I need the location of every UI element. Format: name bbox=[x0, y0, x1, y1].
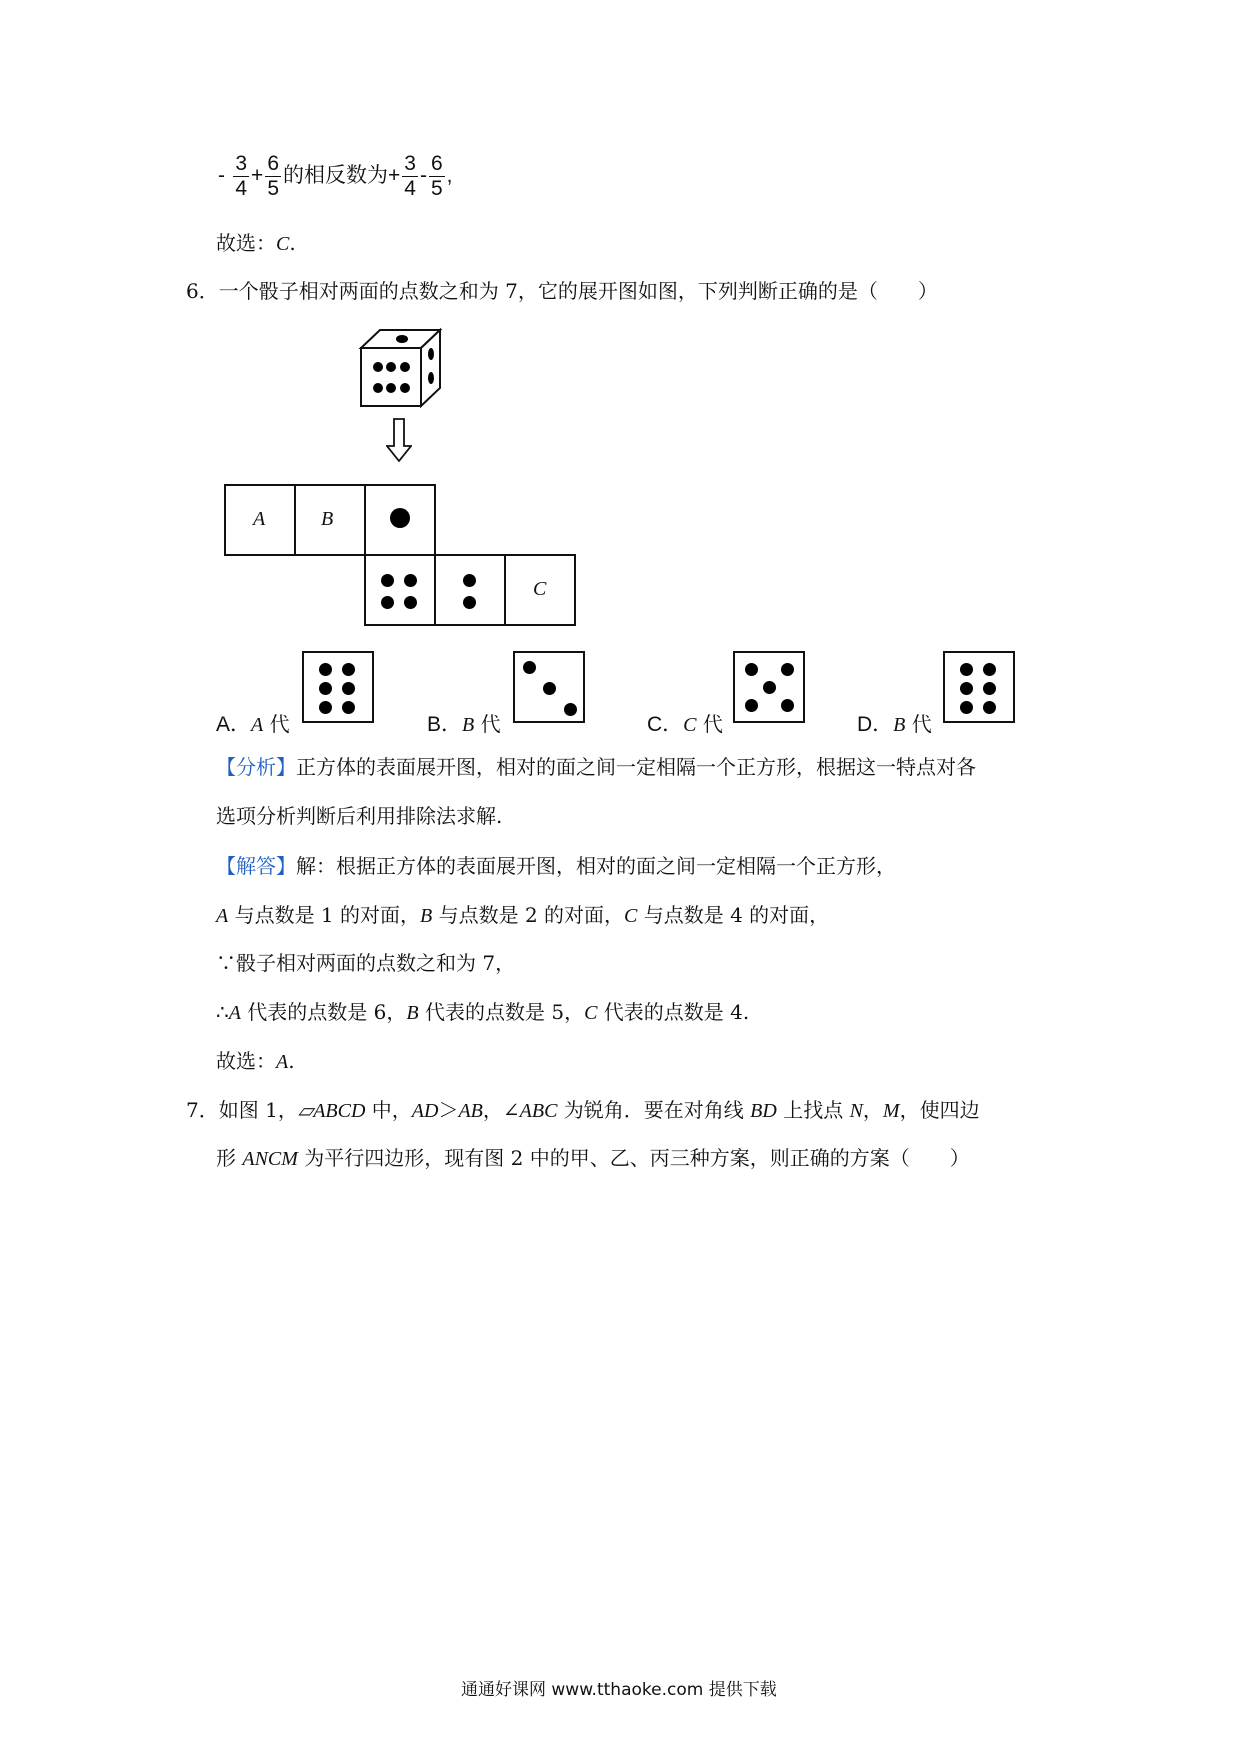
pip bbox=[319, 701, 332, 714]
net-cell-c: C bbox=[504, 554, 576, 626]
q5-mid-text: 的相反数为+ bbox=[283, 164, 401, 187]
page-footer: 通通好课网 www.tthaoke.com 提供下载 bbox=[461, 1680, 777, 1700]
die-3d-figure bbox=[358, 326, 458, 408]
option-c-label: C．C 代 bbox=[647, 712, 723, 736]
pip bbox=[781, 699, 794, 712]
net-cell-two bbox=[434, 554, 506, 626]
pip bbox=[342, 701, 355, 714]
q5-end: , bbox=[446, 164, 453, 187]
pip bbox=[404, 596, 417, 609]
pip bbox=[745, 699, 758, 712]
solution-line-1: 【解答】解：根据正方体的表面展开图，相对的面之间一定相隔一个正方形， bbox=[216, 854, 896, 878]
q5-fraction-1: $\frac{3}{4}$ bbox=[235, 152, 248, 200]
q7-line-1: 7．如图 1，▱ABCD 中，AD＞AB，∠ABC 为锐角．要在对角线 BD 上找点 N，M，使四边 bbox=[186, 1098, 980, 1122]
pip bbox=[564, 703, 577, 716]
option-d-label: D．B 代 bbox=[857, 712, 932, 736]
q7-line-2: 形 ANCM 为平行四边形，现有图 2 中的甲、乙、丙三种方案，则正确的方案（ ） bbox=[216, 1146, 970, 1170]
die-front-pip bbox=[400, 362, 410, 372]
solution-tag: 【解答】 bbox=[216, 854, 296, 878]
die-front-pip bbox=[386, 362, 396, 372]
net-cell-a: A bbox=[224, 484, 296, 556]
pip bbox=[745, 663, 758, 676]
q6-answer: 故选：A. bbox=[216, 1049, 295, 1073]
pip bbox=[390, 508, 410, 528]
die-side-pip bbox=[428, 348, 434, 360]
pip bbox=[319, 663, 332, 676]
pip bbox=[319, 682, 332, 695]
pip bbox=[381, 596, 394, 609]
solution-line-3: ∵骰子相对两面的点数之和为 7， bbox=[216, 951, 516, 975]
q5-neg-sign: - bbox=[218, 164, 225, 187]
option-b-face-three bbox=[513, 651, 585, 723]
analysis-line-1: 【分析】正方体的表面展开图，相对的面之间一定相隔一个正方形，根据这一特点对各 bbox=[216, 755, 976, 779]
q6-stem-text: 一个骰子相对两面的点数之和为 7，它的展开图如图，下列判断正确的是（ ） bbox=[218, 279, 938, 303]
die-front-pip bbox=[400, 383, 410, 393]
pip bbox=[960, 682, 973, 695]
die-front-pip bbox=[386, 383, 396, 393]
solution-line-2: A 与点数是 1 的对面，B 与点数是 2 的对面，C 与点数是 4 的对面， bbox=[216, 903, 830, 927]
analysis-tag: 【分析】 bbox=[216, 755, 296, 779]
pip bbox=[983, 682, 996, 695]
q5-fraction-4: $\frac{6}{5}$ bbox=[430, 152, 443, 200]
pip bbox=[960, 701, 973, 714]
die-front-face bbox=[361, 348, 421, 406]
die-top-pip bbox=[396, 335, 408, 343]
pip bbox=[404, 574, 417, 587]
analysis-line-2: 选项分析判断后利用排除法求解. bbox=[216, 804, 503, 828]
q5-fraction-3: $\frac{3}{4}$ bbox=[404, 152, 416, 200]
q5-answer: 故选：C. bbox=[216, 231, 296, 255]
q7-number: 7． bbox=[186, 1098, 219, 1122]
net-cell-four bbox=[364, 554, 436, 626]
q5-expression bbox=[218, 152, 452, 201]
net-cell-one bbox=[364, 484, 436, 556]
pip bbox=[523, 661, 536, 674]
die-front-pip bbox=[373, 362, 383, 372]
pip bbox=[763, 681, 776, 694]
option-c-face-five bbox=[733, 651, 805, 723]
q5-minus: - bbox=[419, 164, 427, 187]
option-d-face-six bbox=[943, 651, 1015, 723]
option-a-face-six bbox=[302, 651, 374, 723]
q6-number: 6． bbox=[186, 279, 219, 303]
pip bbox=[342, 682, 355, 695]
pip bbox=[983, 701, 996, 714]
pip bbox=[960, 663, 973, 676]
option-a-label: A．A 代 bbox=[216, 712, 290, 736]
pip bbox=[781, 663, 794, 676]
pip bbox=[543, 682, 556, 695]
down-arrow-icon bbox=[386, 418, 412, 462]
q6-stem bbox=[186, 275, 938, 304]
pip bbox=[342, 663, 355, 676]
q5-fraction-2: $\frac{6}{5}$ bbox=[267, 152, 279, 200]
pip bbox=[463, 574, 476, 587]
option-b-label: B．B 代 bbox=[427, 712, 501, 736]
die-front-pip bbox=[373, 383, 383, 393]
pip bbox=[983, 663, 996, 676]
q5-plus: + bbox=[251, 164, 264, 187]
net-cell-b: B bbox=[294, 484, 366, 556]
die-side-pip bbox=[428, 372, 434, 384]
pip bbox=[381, 574, 394, 587]
pip bbox=[463, 596, 476, 609]
solution-line-4: ∴A 代表的点数是 6，B 代表的点数是 5，C 代表的点数是 4. bbox=[216, 1000, 750, 1024]
